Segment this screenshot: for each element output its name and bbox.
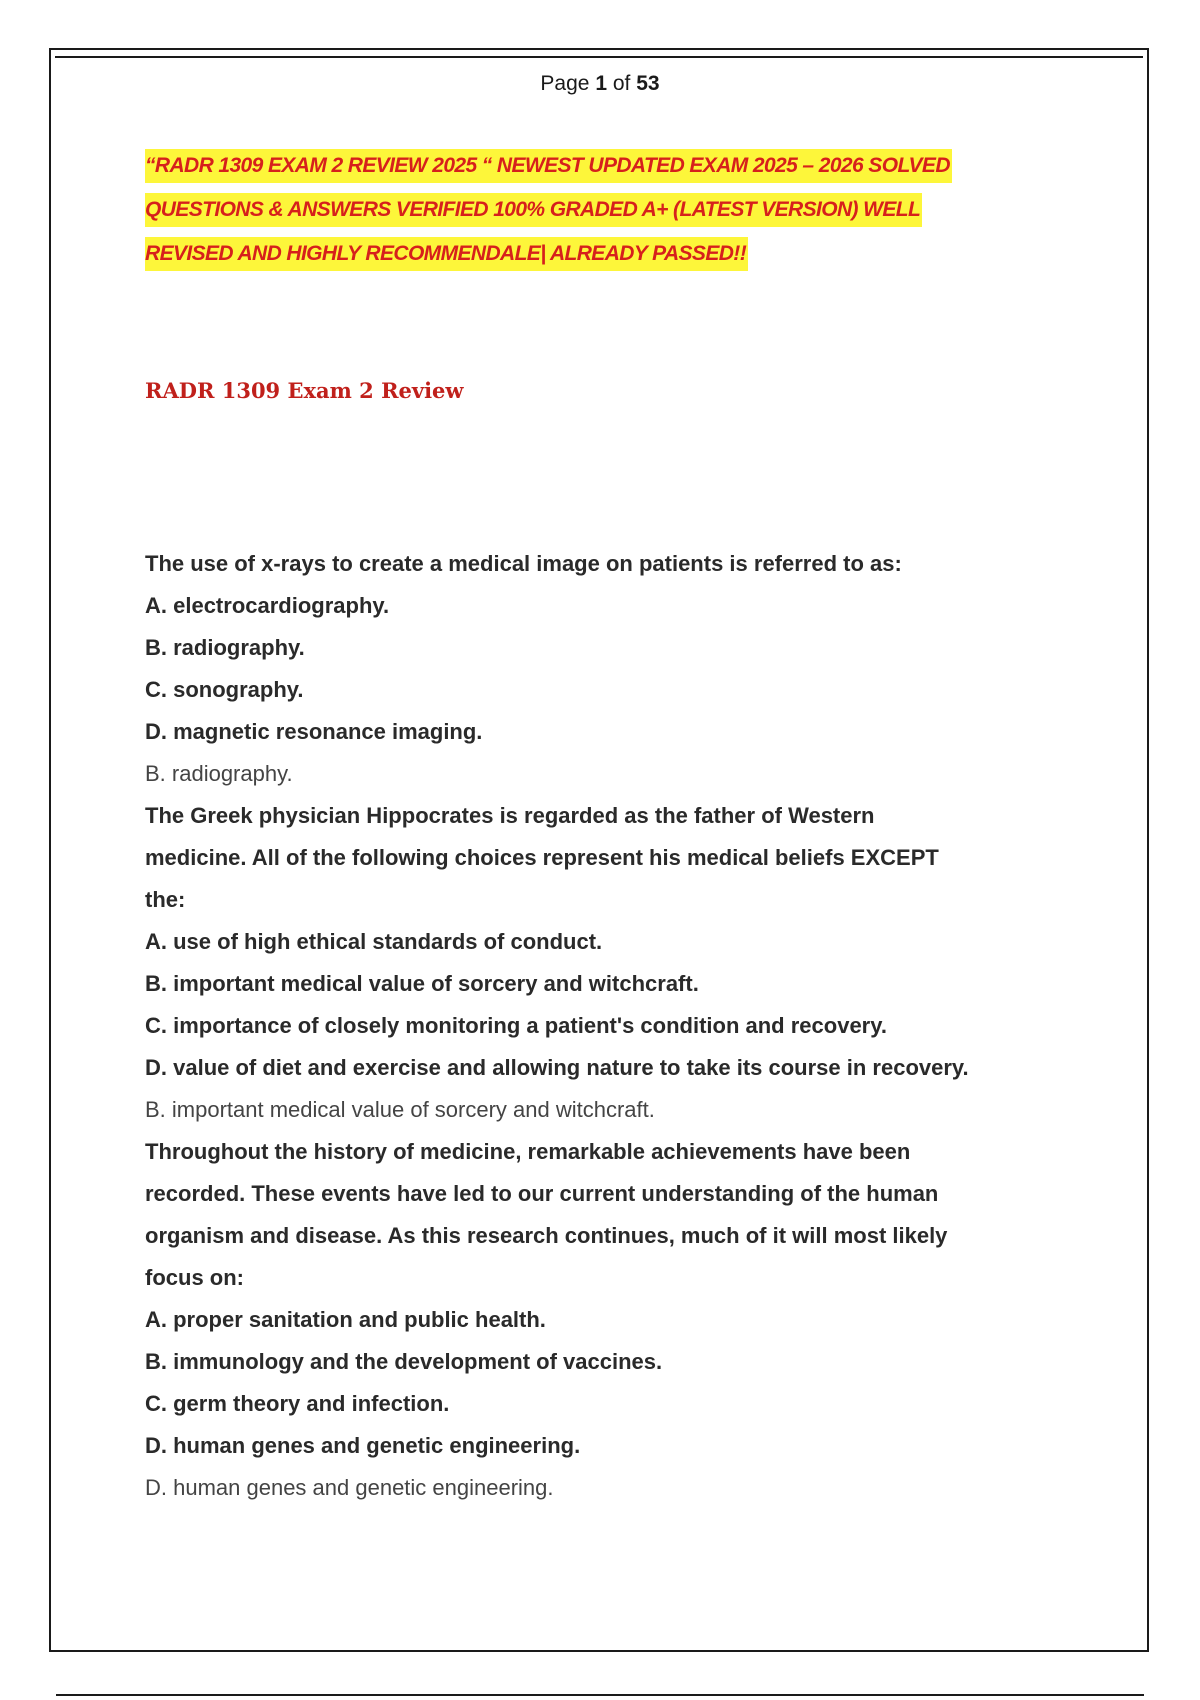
- title-line: [145, 188, 1045, 232]
- title-line: [145, 144, 1045, 188]
- question-text: the:: [145, 887, 186, 912]
- option-b: B. radiography.: [145, 635, 305, 660]
- question-text: The Greek physician Hippocrates is regarded as the father of Western: [145, 803, 875, 828]
- option-c: C. sonography.: [145, 677, 304, 702]
- option-d: D. human genes and genetic engineering.: [145, 1433, 581, 1458]
- option-a: A. electrocardiography.: [145, 593, 390, 618]
- bottom-rule: [56, 1694, 1144, 1696]
- page-current: 1: [595, 72, 607, 95]
- page-label: Page: [540, 72, 590, 95]
- question-text: The use of x-rays to create a medical image on patients is referred to as:: [145, 551, 902, 576]
- option-c: C. germ theory and infection.: [145, 1391, 450, 1416]
- option-a: A. proper sanitation and public health.: [145, 1307, 546, 1332]
- answer-text: B. important medical value of sorcery and witchcraft.: [145, 1097, 655, 1122]
- question-text: recorded. These events have led to our current understanding of the human: [145, 1181, 939, 1206]
- question-text: organism and disease. As this research continues, much of it will most likely: [145, 1223, 948, 1248]
- title-line-text: REVISED AND HIGHLY RECOMMENDALE| ALREADY PASSED!!: [145, 237, 748, 271]
- option-c: C. importance of closely monitoring a patient's condition and recovery.: [145, 1013, 887, 1038]
- question-text: medicine. All of the following choices represent his medical beliefs EXCEPT: [145, 845, 939, 870]
- answer-text: B. radiography.: [145, 761, 293, 786]
- question-text: Throughout the history of medicine, remarkable achievements have been: [145, 1139, 911, 1164]
- title-line-text: “RADR 1309 EXAM 2 REVIEW 2025 “ NEWEST UPDATED EXAM 2025 – 2026 SOLVED: [145, 149, 952, 183]
- section-heading: RADR 1309 Exam 2 Review: [145, 378, 464, 403]
- page-number: [0, 72, 1200, 96]
- page-total: 53: [636, 72, 660, 95]
- title-line: [145, 232, 1045, 276]
- question-block: [145, 543, 1065, 795]
- page-of: of: [612, 72, 631, 95]
- question-block: [145, 1131, 1065, 1509]
- question-text: focus on:: [145, 1265, 244, 1290]
- option-a: A. use of high ethical standards of conduct.: [145, 929, 603, 954]
- answer-text: D. human genes and genetic engineering.: [145, 1475, 554, 1500]
- option-d: D. value of diet and exercise and allowing nature to take its course in recovery.: [145, 1055, 969, 1080]
- option-d: D. magnetic resonance imaging.: [145, 719, 483, 744]
- document-title: [145, 144, 1045, 276]
- option-b: B. immunology and the development of vaccines.: [145, 1349, 663, 1374]
- question-list: [145, 543, 1065, 1509]
- option-b: B. important medical value of sorcery and witchcraft.: [145, 971, 699, 996]
- question-block: [145, 795, 1065, 1131]
- title-line-text: QUESTIONS & ANSWERS VERIFIED 100% GRADED A+ (LATEST VERSION) WELL: [145, 193, 922, 227]
